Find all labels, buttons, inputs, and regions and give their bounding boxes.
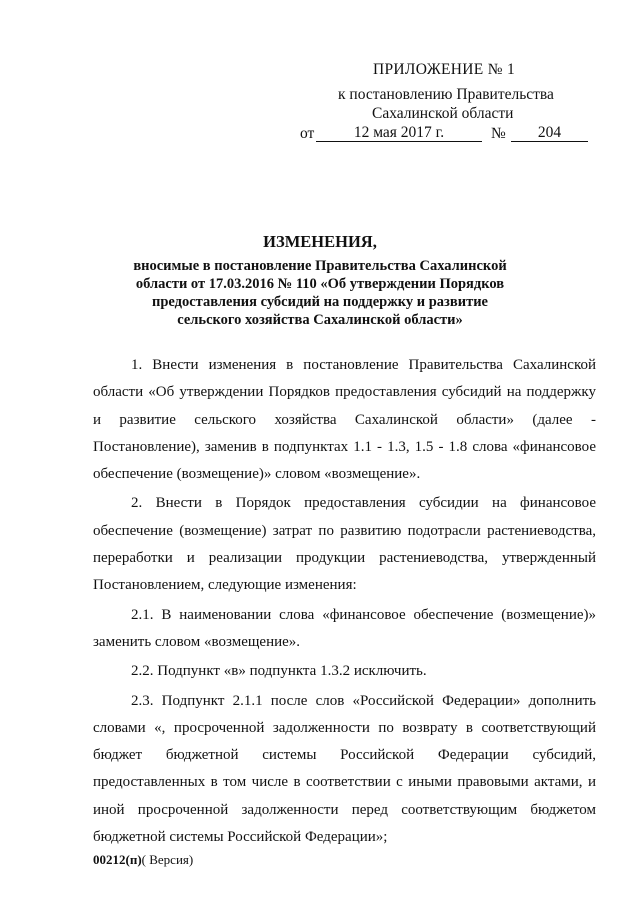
appendix-resolution-line: к постановлению Правительства	[338, 86, 554, 103]
from-label: от	[300, 125, 315, 142]
number-label: №	[491, 125, 506, 142]
paragraph-2-3: 2.3. Подпункт 2.1.1 после слов «Российской Федерации» дополнить словами «, просроченной задолженности по возврату в соответствующий бюджет бюджетной системы Российской Федерации субсидий, предоставленных в том числе в соответствии с иными правовыми актами, и иной просроченной задолженности перед соответствующим бюджетом бюджетной системы Российской Федерации»;	[93, 692, 596, 846]
paragraph-2-2: 2.2. Подпункт «в» подпункта 1.3.2 исключить.	[131, 663, 427, 680]
number-field: 204	[511, 124, 588, 142]
paragraph-1: 1. Внести изменения в постановление Правительства Сахалинской области «Об утверждении Порядков предоставления субсидий на поддержку и развитие сельского хозяйства Сахалинской области» (далее - Постановление), заменив в подпунктах 1.1 - 1.3, 1.5 - 1.8 слова «финансовое обеспечение (возмещение)» словом «возмещение».	[93, 357, 596, 483]
paragraph-2-1: 2.1. В наименовании слова «финансовое обеспечение (возмещение)» заменить словом «возмещение».	[93, 606, 596, 650]
appendix-title: ПРИЛОЖЕНИЕ № 1	[373, 61, 516, 78]
footer-document-code	[93, 852, 193, 868]
document-subheading: вносимые в постановление Правительства Сахалинской области от 17.03.2016 № 110 «Об утверждении Порядков предоставления субсидий на поддержку и развитие сельского хозяйства Сахалинской области»	[133, 258, 507, 328]
footer-version: ( Версия)	[141, 852, 194, 867]
date-field: 12 мая 2017 г.	[316, 124, 482, 142]
document-body	[93, 352, 596, 853]
paragraph-2: 2. Внести в Порядок предоставления субсидии на финансовое обеспечение (возмещение) затрат по развитию подотрасли растениеводства, переработки и реализации продукции растениеводства, утвержденный Постановлением, следующие изменения:	[93, 495, 596, 594]
document-heading: ИЗМЕНЕНИЯ,	[263, 232, 377, 251]
footer-code: 00212(п)	[93, 852, 142, 867]
appendix-region-line: Сахалинской области	[372, 105, 514, 122]
appendix-date-line	[300, 124, 590, 144]
